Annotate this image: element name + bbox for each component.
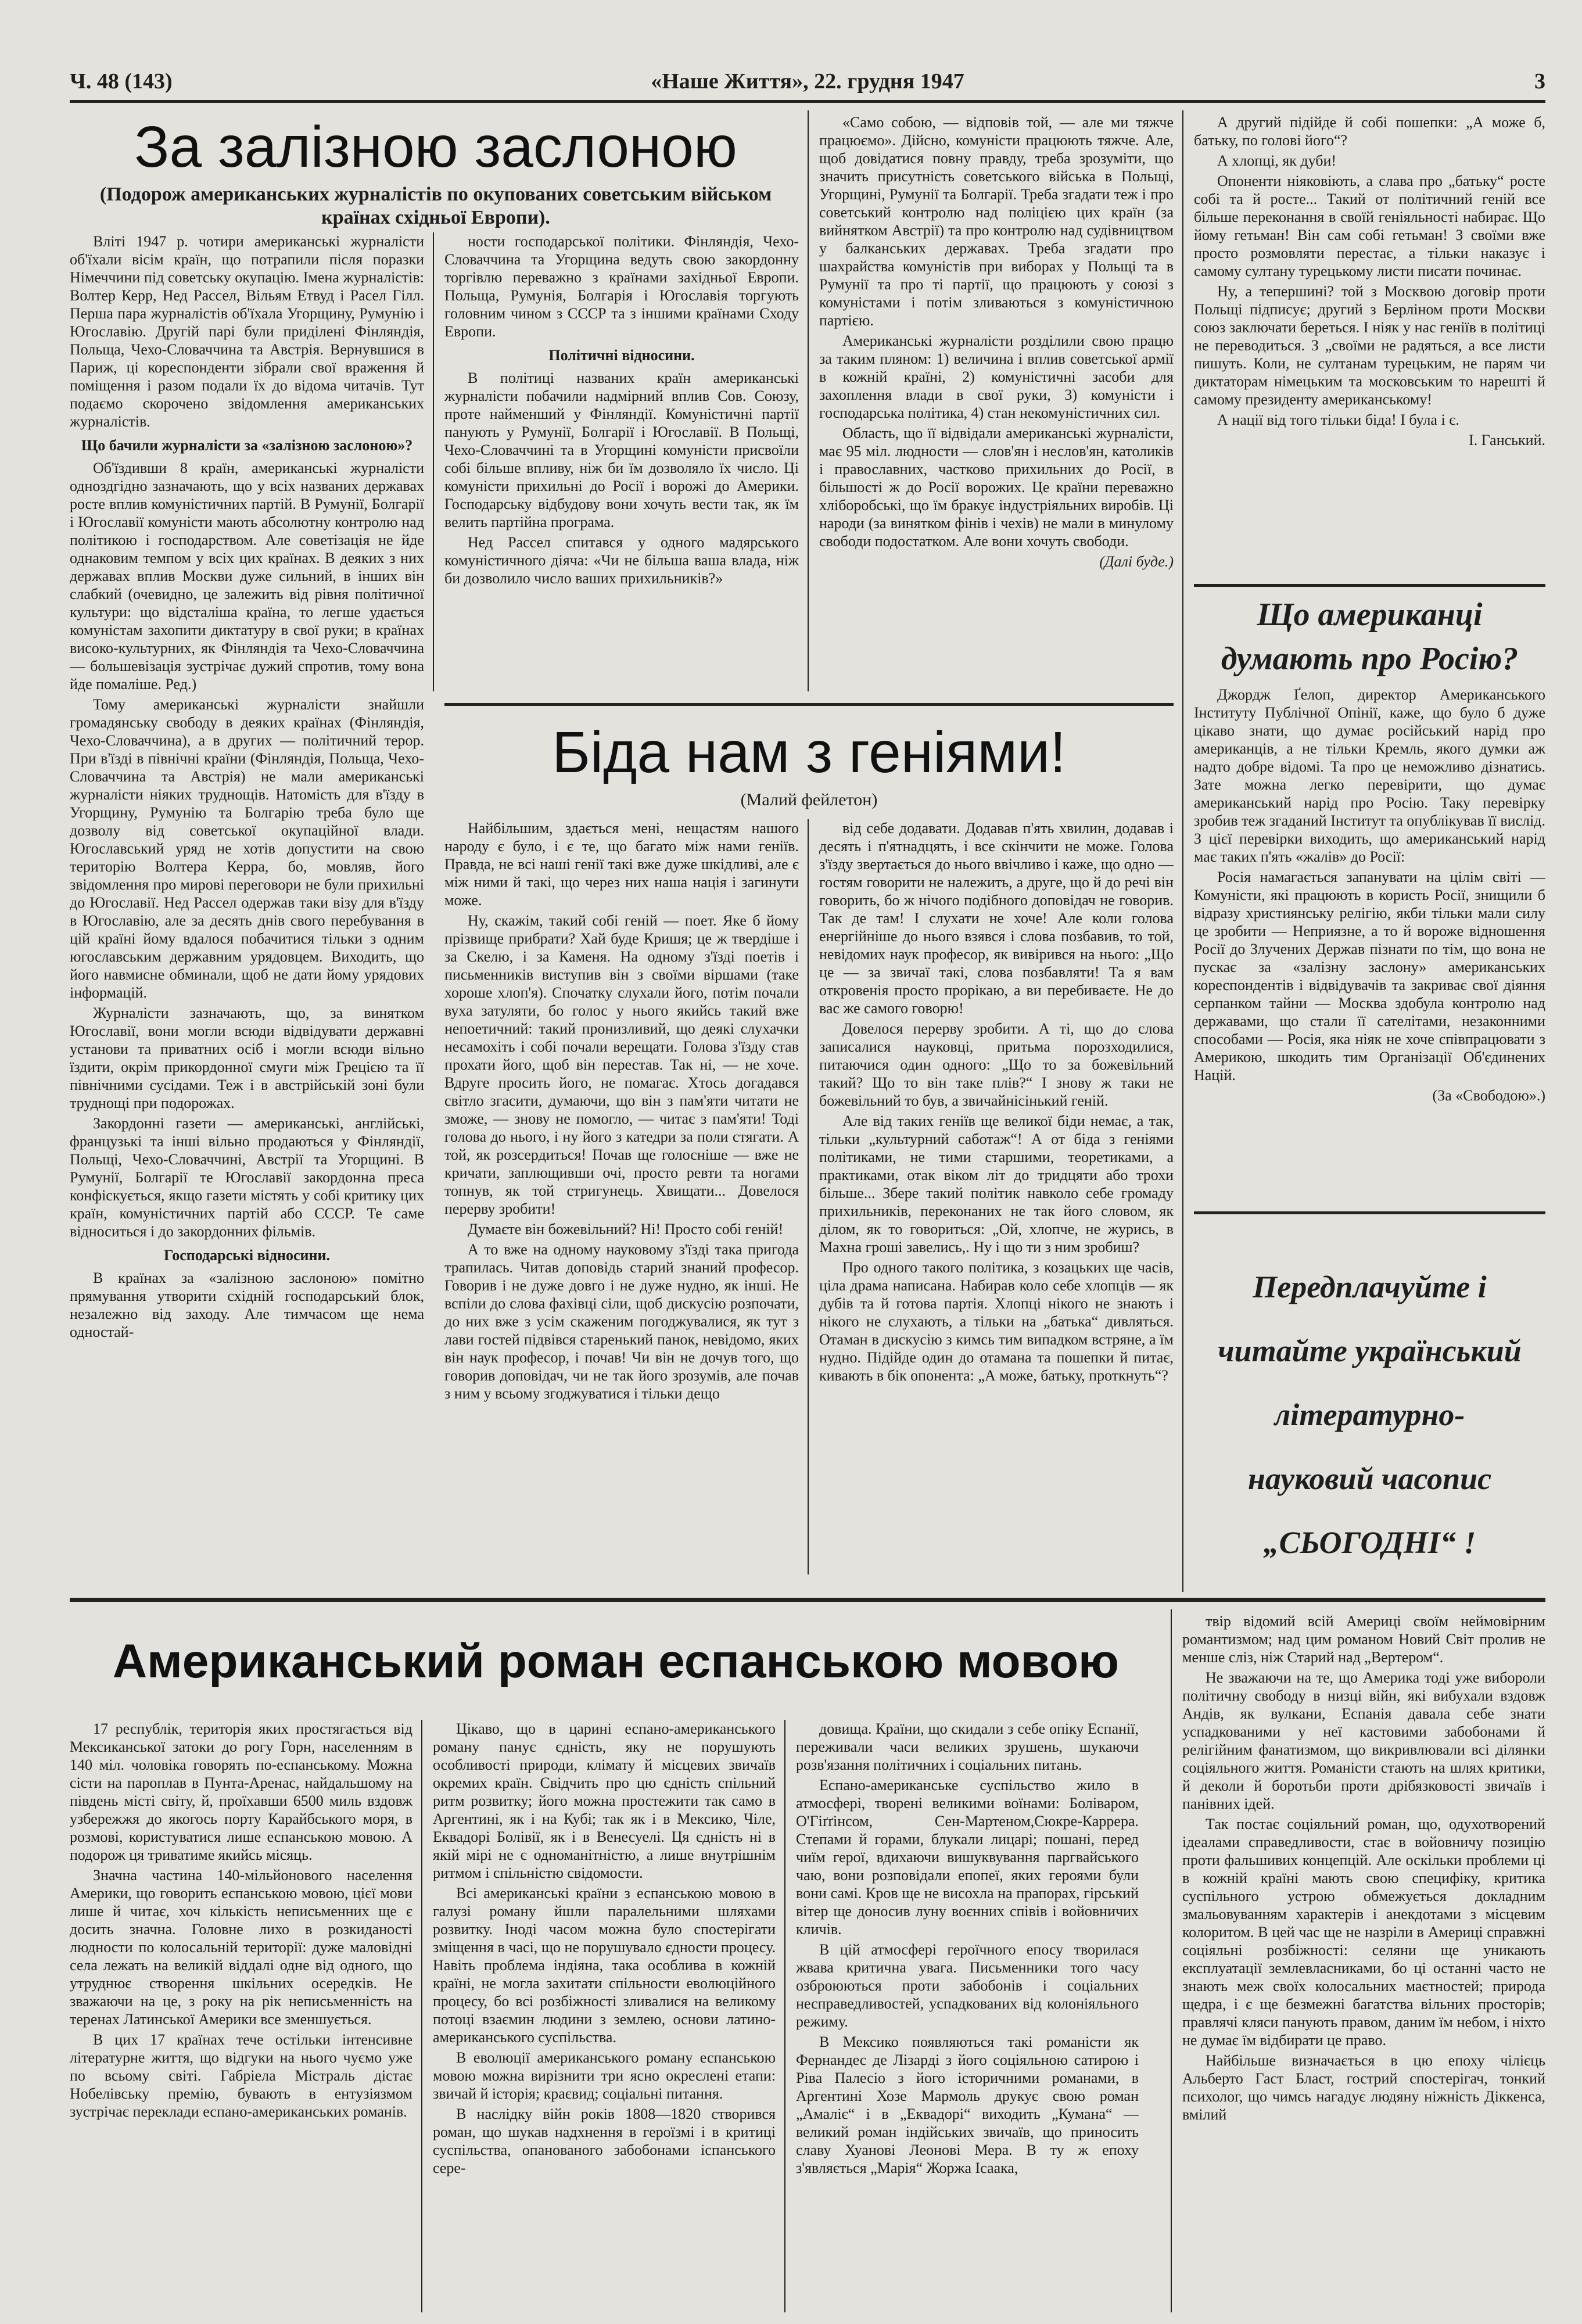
column-divider <box>784 1720 785 2312</box>
article1-col1-subheading: Що бачили журналісти за «залізною заслоною»? <box>81 437 413 454</box>
paragraph: В країнах за «залізною заслоною» помітно прямування утворити східній господарський блок, незалежно від заходу. Але тимчасом ще нема одностай- <box>70 1269 424 1340</box>
article2-subtitle: (Малий фейлетон) <box>740 790 878 809</box>
paragraph: В Мексико появляються такі романісти як Фернандес де Лізарді з його соціяльною сатирою і Ріва Палесіо з його історичними романами, в Аргентині Хозе Мармоль друкує свою роман „Амаліє“ і в „Еквадорі“ виходить „Кумана“ — великий роман індійських звичаїв, що приносить славу Хуанові Леонові Мера. В ту ж епоху з'являється „Марія“ Жоржа Ісаака, <box>796 2033 1139 2176</box>
paragraph: Найбільшим, здається мені, нещастям нашого народу є було, і є те, що багато між нами геніїв. Правда, не всі наші генії такі вже дуже шкідливі, але є між ними й такі, що через них нашa нація і загинути може. <box>444 820 799 909</box>
column-divider <box>433 232 434 691</box>
article3-column <box>1194 686 1545 1197</box>
article1-col2-body <box>444 369 799 587</box>
article1-col1-tail <box>70 1269 424 1341</box>
article1-col1-subheading2: Господарські відносини. <box>163 1247 330 1264</box>
article2-column-1 <box>444 819 799 1575</box>
article4-column-4 <box>1182 1612 1545 2312</box>
paragraph: Опоненти ніяковіють, а слава про „батьку“ росте собі та й росте... Такий от політичний геній все більше переконання в своїй геніяльності набирає. Що йому гетьман! Він сам собі гетьман! З своїми вже просто розмовляти перестає, а тільки наказує і самому султану турецькому листи писати починає. <box>1194 173 1545 279</box>
paragraph: Область, що її відвідали американські журналісти, має 95 міл. людности — слов'ян і неслов'ян, католиків і православних, частково прихильних до Росії, в більшості ж до Росії ворожих. Це країни переважно хліборобські, що їм бракує індустріяльних виробів. Ці народи (за винятком фінів і чехів) не мали в минулому свободи подостатком. Але вони хочуть свободи. <box>819 425 1174 550</box>
ad-line-4: науковий часопис <box>1247 1461 1492 1496</box>
article1-column-2 <box>444 232 799 691</box>
paragraph: В цій атмосфері героїчного епосу творилася жвава критична увага. Письменники того часу озброюються проти забобонів і соціальних несправедливостей, успадкованих від колоніяльного режиму. <box>796 1941 1139 2030</box>
article1-col3-body <box>819 113 1174 550</box>
column-divider <box>808 110 809 691</box>
feuilleton-signature: І. Ганський. <box>1469 432 1545 449</box>
page-number: 3 <box>1534 69 1545 94</box>
section-rule <box>1194 1211 1545 1214</box>
paragraph: А то вже на одному науковому з'їзді така пригода трапилась. Читав доповідь старий знаний професор. Говорив і не дуже довго і не дуже нудно, як інші. Не вспіли до слова фахівці сіли, щоб дискусію розпочати, до них вже з усім скаженим погоджувалися, як тут з лави гостей підвівся старенький панок, невідомо, яких він наук професор, і почав! Чи він не дочув того, що говорив доповідач, чи не так його зрозумів, але почав з ним у всьому згоджуватися і тільки дещо <box>444 1241 799 1402</box>
header-rule <box>70 100 1545 103</box>
article4-column-2 <box>433 1720 776 2312</box>
article2-col2-body <box>819 819 1174 1385</box>
ad-line-2: читайте український <box>1218 1333 1522 1368</box>
paragraph: Закордонні газети — американські, англійські, французькі та інші вільно продаються у Фінляндії, Польщі, Чехо-Словаччині, Австрії та Угорщині. В Румунії, Болгарії те Югославії закордонна преса конфіскується, якщо газети містять у собі критику цих країн, комуністичних партій або СССР. Те саме відноситься і до закордонних фільмів. <box>70 1115 424 1240</box>
paragraph: Нед Рассел спитався у одного мадярського комуністичного діяча: «Чи не більша ваша влада, ніж би дозволило число ваших прихильників?» <box>444 534 799 587</box>
paragraph: Росія намагається запанувати на цілім світі — Комуністи, які працюють в користь Росії, знищили б відразу християнську релігію, якби тільки мали силу це зробити — Неприязне, а то й ворожe відношення Росії до Злучених Держав пізнати по тім, що вона не пускає за «залізну заслону» американських кореспондентів і відвідувачів та закриває свої діяння серпанком тайни — Москва здобула контролю над державами, що стали її сателітами, незаконними способами — Росія, яка ніяк не хоче співпрацювати з Америкою, шкодить тим Організації Об'єдинених Націй. <box>1194 869 1545 1084</box>
article4-col3-body <box>796 1720 1139 2177</box>
page-header <box>70 69 1545 103</box>
paragraph: А хлопці, як дуби! <box>1217 152 1337 169</box>
section-rule <box>70 1598 1545 1602</box>
ad-line-1: Передплачуйте і <box>1253 1269 1487 1304</box>
issue-number: Ч. 48 (143) <box>70 69 173 94</box>
article4-col4-body <box>1182 1612 1545 2124</box>
article4-title: Американський роман еспанською мовою <box>112 1635 1120 1688</box>
paragraph: Вліті 1947 р. чотири американські журналісти об'їхали вісім країн, що потрапили після поразки Німеччини під советську окупацію. Імена журналістів: Волтер Керр, Нед Рассел, Вільям Етвуд і Расел Гілл. Перша пара журналістів об'їхала Угорщину, Румунію і Югославію. Другій парі були приділені Фінляндія, Польща, Чехо-Словаччина та Австрія. Вернувшися в Париж, ці кореспонденти зібрали свої враження й поміщення і разом подали їх до відома читачів. Тут подаємо скорочено звідомлення американських журналістів. <box>70 233 424 430</box>
paragraph: довища. Країни, що скидали з себе опіку Еспанії, переживали часи великих зрушень, шукаючи розв'язання політичних і соціальних питань. <box>796 1720 1139 1773</box>
article1-title: За залізною заслоною <box>134 114 737 180</box>
feuilleton-ending-body <box>1194 113 1545 429</box>
article2-title: Біда нам з геніями! <box>552 720 1066 785</box>
article2-col1-body <box>444 819 799 1403</box>
article1-col1-body <box>70 459 424 1240</box>
column-divider <box>1182 110 1183 1592</box>
article3-source-note: (За «Свободою».) <box>1432 1087 1545 1104</box>
paragraph: Так постає соціяльний роман, що, одухотворений ідеалами справедливости, стає в войовничу позицію проти фальшивих концепцій. Але оскільки проблеми ці в кожній країні мають свою специфіку, критика суспільного устрою обмежується докладним змальовуванням характерів і анекдотами з місцевим колоритом. В цей час ще не назріли в Америці справжні соціяльні розбіжності: селяни ще уникають експлуатації землевласниками, бо ці останні часто не знають меж своїх колосальних маєтностей; природа щедра, і є ще безмежні багатства вільних просторів; правлячі кляси панують правом, даним їм небом, і ніхто не думає їм відбирати це право. <box>1182 1816 1545 2049</box>
article1-col1-intro <box>70 232 424 431</box>
paragraph: Найбільше визначається в цю епоху чілієць Альберто Гаст Бласт, гострий спостерігач, тонкий психолог, що чимсь нагадує людяну ніжність Діккенса, вмілий <box>1182 2052 1545 2123</box>
paragraph: Тому американські журналісти знайшли громадянську свободу в деяких країнах (Фінляндія, Чехо-Словаччина), а в других — політичний терор. При в'їзді в північні країни (Фінляндія, Польща, Чехо-Словаччина та Австрія) не мали американські журналісти ніяких труднощів. Натомість для в'їзду в Угорщину, Румунію та Болгарію треба було ще дозволу від советської окупаційної влади. Югославський уряд не хотів допустити на свою територію Волтера Керра, бо, мовляв, його звідомлення про мирові переговори не були прихильні до Югославії. Нед Рассел одержав таки візу для в'їзду в Югославію, але за десять днів свого перебування в цій країні йому вдалося побачитися тільки з одним югославським державним урядовцем. Виходить, що його навмисне обминали, щоб не дати йому урядових інформацій. <box>70 696 424 1001</box>
article4-col1-body <box>70 1720 412 2121</box>
paragraph: Значна частина 140-мільйонового населення Америки, що говорить еспанською мовою, цієї мови лише й читає, хоч кількість неписьменних ще є досить значна. Головне лихо в розкиданості людности по колосальній території: дуже маловідні села лежать на великій віддалі одне від одного, що утруднює створення шкільних осередків. Не зважаючи на це, з року на рік неписьменність на теренах Латинської Америки все зменшується. <box>70 1867 412 2028</box>
paragraph: Але від таких геніїв ще великої біди немає, а так, тільки „культурний саботаж“! А от біда з геніями політиками, не тими старшими, теоретиками, а практиками, отак віком літ до тридцяти або трохи більше... Збере такий політик навколо себе громаду прихильників, переконаних не так його словом, як ділом, як то говориться: „Ой, хлопче, не журись, в Махна гроші завелись,. Ну і що ти з ним зробиш? <box>819 1113 1174 1256</box>
article1-column-3 <box>819 113 1174 694</box>
paragraph: В наслідку війн років 1808—1820 створився роман, що шукав надхнення в героїзмі і в критиці суспільства, опанованого забобонами іспанського сере- <box>433 2106 776 2176</box>
paragraph: Всі американські країни з еспанською мовою в галузі роману йшли паралельними шляхами розвитку. Іноді часом можна було спостерігати зміщення в часі, що не порушувало єдности процесу. Навіть проблема індіяна, така особлива в кожній країні, не могла захитати спільности еволюційного процесу, бо всі розбіжності зливалися на великому потоці взаємин людини з землею, основи латино-американського суспільства. <box>433 1885 776 2046</box>
newspaper-date: «Наше Життя», 22. грудня 1947 <box>651 69 964 94</box>
paragraph: В політиці названих країн американські журналісти побачили надмірний вплив Сов. Союзу, проте найменший у Фінляндії. Комуністичні партії панують у Румунії, Болгарії і Югославії. В Польщі, Чехо-Словаччині та в Угорщині комуністи присвоїли собі більше впливу, ніж би їм дозволяло їх число. Ці комуністи прихильні до Росії і ворожі до Америки. Господарську відбудову вони хочуть вести так, як їм велить партійна програма. <box>444 370 799 530</box>
paragraph: Думаєте він божевільний? Ні! Просто собі геній! <box>468 1221 784 1238</box>
paragraph: 17 республік, територія яких простягається від Мексиканської затоки до рогу Горн, населенням в 140 міл. чоловіка говорять по-еспанському. Можна сісти на пароплав в Пунта-Аренас, найдальшому на південь місті світу, й, проїхавши 6500 миль вздовж узбережжя до якогось порту Карайбського моря, в розмові, користуватися лише еспанською мовою. А подорож ця триватиме якийсь місяць. <box>70 1720 412 1863</box>
article4-column-1 <box>70 1720 412 2312</box>
paragraph: «Само собою, — відповів той, — але ми тяжче працюємо». Дійсно, комуністи працюють тяжче. Але, щоб довідатися повну правду, треба зрозуміти, що значить присутність советського війська в Польщі, Угорщині, Румунії та Болгарії. Треба згадати теж і про советський контролю над поліцією цих країн (за вийнятком Австрії) та про контролю над судівництвом у балканських державах. Треба згадати про шахрайства комуністів при виборах у Польщі та в Румунії та про ті партії, що працюють у союзі з комуністами і потім зливаються з комуністичною партією. <box>819 114 1174 329</box>
paragraph: Джордж Ґелоп, директор Американського Інституту Публічної Опінії, каже, що було б дуже цікаво знати, що думає російський нарід про американців, а не тільки Кремль, якого думки аж надто добре відомі. Та про це неможливо дізнатись. Зате можна легко перевірити, що думає американський нарід про Росію. Таку перевірку зробив теж згаданий Інститут та опублікував її вислід. З цієї перевірки виходить, що американський нарід має таких п'ять «жалів» до Росії: <box>1194 686 1545 865</box>
article1-col2-intro <box>444 232 799 340</box>
paragraph: Ну, скажім, такий собі геній — поет. Яке б йому прізвище прибрати? Хай буде Кришя; це ж твердіше і за Скелю, і за Каменя. На одному з'їзді поетів і письменників виступив він з своїми віршами (таке хороше хлоп'я). Спочатку слухали його, потім почали вуха затуляти, бо голос у нього якийсь такий вже непоетичний: такий пронизливий, що деякі слухачки несамохіть і собі почали верещати. Голова з'їзду став прохати його, щоб він перестав. Так ні, — не хоче. Вдруге просить його, не помагає. Хтось догадався світло згасити, думаючи, що він з пам'яти читати не зможе, — знову не помогло, — читає з пам'яти! Тоді голова до нього, і ну його з катедри за поли стягати. А той, як розсердиться! Почав ще голосніше — вже не кричати, заплющивши очі, просто ревти та ногами топнув, як той стригунець. Хвищати... Довелося перерву зробити! <box>444 912 799 1217</box>
paragraph: В еволюції американського роману еспанською мовою можна вирізнити три ясно окреслені етапи: звичай й історія; краєвид; соціальні питання. <box>433 2049 776 2102</box>
paragraph: Американські журналісти розділили свою працю за таким пляном: 1) величина і вплив советської армії в кожній країні, 2) комуністичні засоби для захоплення влади в свої руки, 3) комуністи і господарська політика, 4) стан некомуністичних сил. <box>819 332 1174 421</box>
article1-col2-subheading: Політичні відносини. <box>548 347 695 364</box>
article2-column-2 <box>819 819 1174 1575</box>
feuilleton-ending-column <box>1194 113 1545 572</box>
article1-column-1 <box>70 232 424 1569</box>
article1-continued-note: (Далі буде.) <box>1099 553 1174 570</box>
paragraph: Об'їздивши 8 країн, американські журналісти одноздгідно зазначають, що у всіх названих державах росте вплив комуністичних партій. В Румунії, Болгарії і Югославії комуністи мають абсолютну контролю над політикою і господарством. Але советізація не йде однаковим темпом у всіх цих країнах. В деяких з них державах вплив Москви дуже сильний, в інших він слабкий (очевидно, це залежить від рівня політичної культури: що відсталіша країна, то легше удається комуністам захопити диктатуру в свої руки; в країнах високо-культурних, як Фінляндія та Чехо-Словаччина — большевізація зустрічає дужий спротив, тому вона йде помаліше. Ред.) <box>70 460 424 693</box>
paragraph: Не зважаючи на те, що Америка тоді уже вибороли політичну свободу в низці війн, які вибухали вздовж Андів, як вулкани, Еспанія давала себе знати успадкованими у неї кастовими забобонами й релігійним фанатизмом, що викривлювали всі ділянки соціяльного життя. Романісти стають на шлях критики, й деколи й боротьби проти дрібязковості звичаїв і панівних ідей. <box>1182 1669 1545 1812</box>
article3-body <box>1194 686 1545 1084</box>
article4-col2-body <box>433 1720 776 2177</box>
paragraph: від себе додавати. Додавав п'ять хвилин, додавав і десять і п'ятнадцять, і все скінчити не може. Голова з'їзду звертається до нього ввічливо і каже, що одно — гостям говорити не належить, а друге, що й до речі він говорить, бо ж нічого подібного доповідач не говорив. Так де там! І слухати не хоче! Але коли голова енергійніше до нього взявся і слова позбавив, то той, невідомих наук професор, як вивірився на нього: „Що це — за звичаї такі, слова позбавляти! Та я вам откровенія просто прорікаю, а ви перебиваєте. Не до вас же самого говорю! <box>819 820 1174 1017</box>
paragraph: Журналісти зазначають, що, за винятком Югославії, вони могли всюди відвідувати державні установи та приватних осіб і могли всюди вільно їздити, окрім прикордонної смуги між Грецією та її північними сусідами. Теж і в австрійській зоні були труднощі при подорожах. <box>70 1005 424 1111</box>
column-divider <box>808 819 809 1575</box>
article1-subtitle: (Подорож американських журналістів по окупованих советським військом країнах східньої Европи). <box>99 184 772 228</box>
ad-line-3: літературно- <box>1274 1397 1465 1432</box>
column-divider <box>1171 1609 1172 2312</box>
section-rule <box>444 703 1174 706</box>
paragraph: Еспано-американське суспільство жило в атмосфері, творені великими воїнами: Боліваром, О'Гіґґінсом, Сен-Мартеном,Сюкре-Каррера. Степами й горами, блукали лицарі; пошані, перед чиїм герої, вдихаючи вишуквування паргвайського чаю, вони розповідали епопеї, яких героями були вони самі. Кров ще не висохла на прапорах, гірський вітер ще доносив луну воєнних співів і войовничих кличів. <box>796 1777 1139 1938</box>
ad-line-5: „СЬОГОДНІ“ ! <box>1263 1525 1476 1560</box>
article4-column-3 <box>796 1720 1139 2312</box>
section-rule <box>1194 584 1545 587</box>
article3-title: Що американці думають про Росію? <box>1221 597 1519 677</box>
subscription-ad <box>1194 1255 1545 1580</box>
column-divider <box>421 1720 422 2312</box>
paragraph: А другий підійде й собі пошепки: „А може б, батьку, по голові його“? <box>1194 114 1545 149</box>
paragraph: В цих 17 країнах тече остільки інтенсивне літературне життя, що відгуки на нього чуємо уже по всьому світі. Габріела Містраль дістає Нобелівську премію, бувають в ентузіязмом зустрічає переклади еспано-американських романів. <box>70 2031 412 2120</box>
paragraph: ности господарської політики. Фінляндія, Чехо-Словаччина та Угорщина ведуть свою закордонну торгівлю переважно з країнами західньої Европи. Польща, Румунія, Болгарія і Югославія торгують головним чином з СССР та з іншими країнами Сходу Европи. <box>444 233 799 340</box>
paragraph: твір відомий всій Америці своїм неймовірним романтизмом; над цим романом Новий Світ пролив не менше сліз, ніж Старий над „Вертером“. <box>1182 1613 1545 1666</box>
paragraph: Про одного такого політика, з козацьких ще часів, ціла драма написана. Набирав коло себе хлопців — як дубів та й готова партія. Хлопці нікого не знають і нікого не слухають, а тільки на „батька“ дивляться. Отаман в дискусію з кимсь тим випадком встряне, а їм нудно. Підійде один до отамана та пошепки й питає, кивають в бік опонента: „А може, батьку, проткнуть“? <box>819 1259 1174 1384</box>
paragraph: Ну, а тепершині? той з Москвою договір проти Польщі підписує; другий з Берліном проти Москви союз заключати береться. І ніяк у нас геніїв в політиці не переводиться. З „своїми не радяться, а все листи пишуть. Коли, не султанам турецьким, не парям чи диктаторам німецьким та московським то нарешті й самому президенту американському! <box>1194 283 1545 408</box>
paragraph: Довелося перерву зробити. А ті, що до слова записалися науковці, притьма порозходилися, питаючися один одного: „Що то за божевільний такий? Що то він таке плів?“ І знову ж таки не божевільний то був, а звичайнісінький геній. <box>819 1020 1174 1109</box>
paragraph: А нації від того тільки біда! І була і є. <box>1217 411 1459 428</box>
paragraph: Цікаво, що в царині еспано-американського роману панує єдність, яку не порушують особливості природи, клімату й місцевих звичаїв окремих країн. Свідчить про цю єдність спільний ритм розвитку; його можна простежити так само в Аргентині, як і на Кубі; так як і в Мексико, Чіле, Еквадорі Болівії, як і в Венесуелі. Ця єдність ні в якій мірі не є одноманітністю, а лише внутрішнім ритмом і спільністю свідомости. <box>433 1720 776 1881</box>
